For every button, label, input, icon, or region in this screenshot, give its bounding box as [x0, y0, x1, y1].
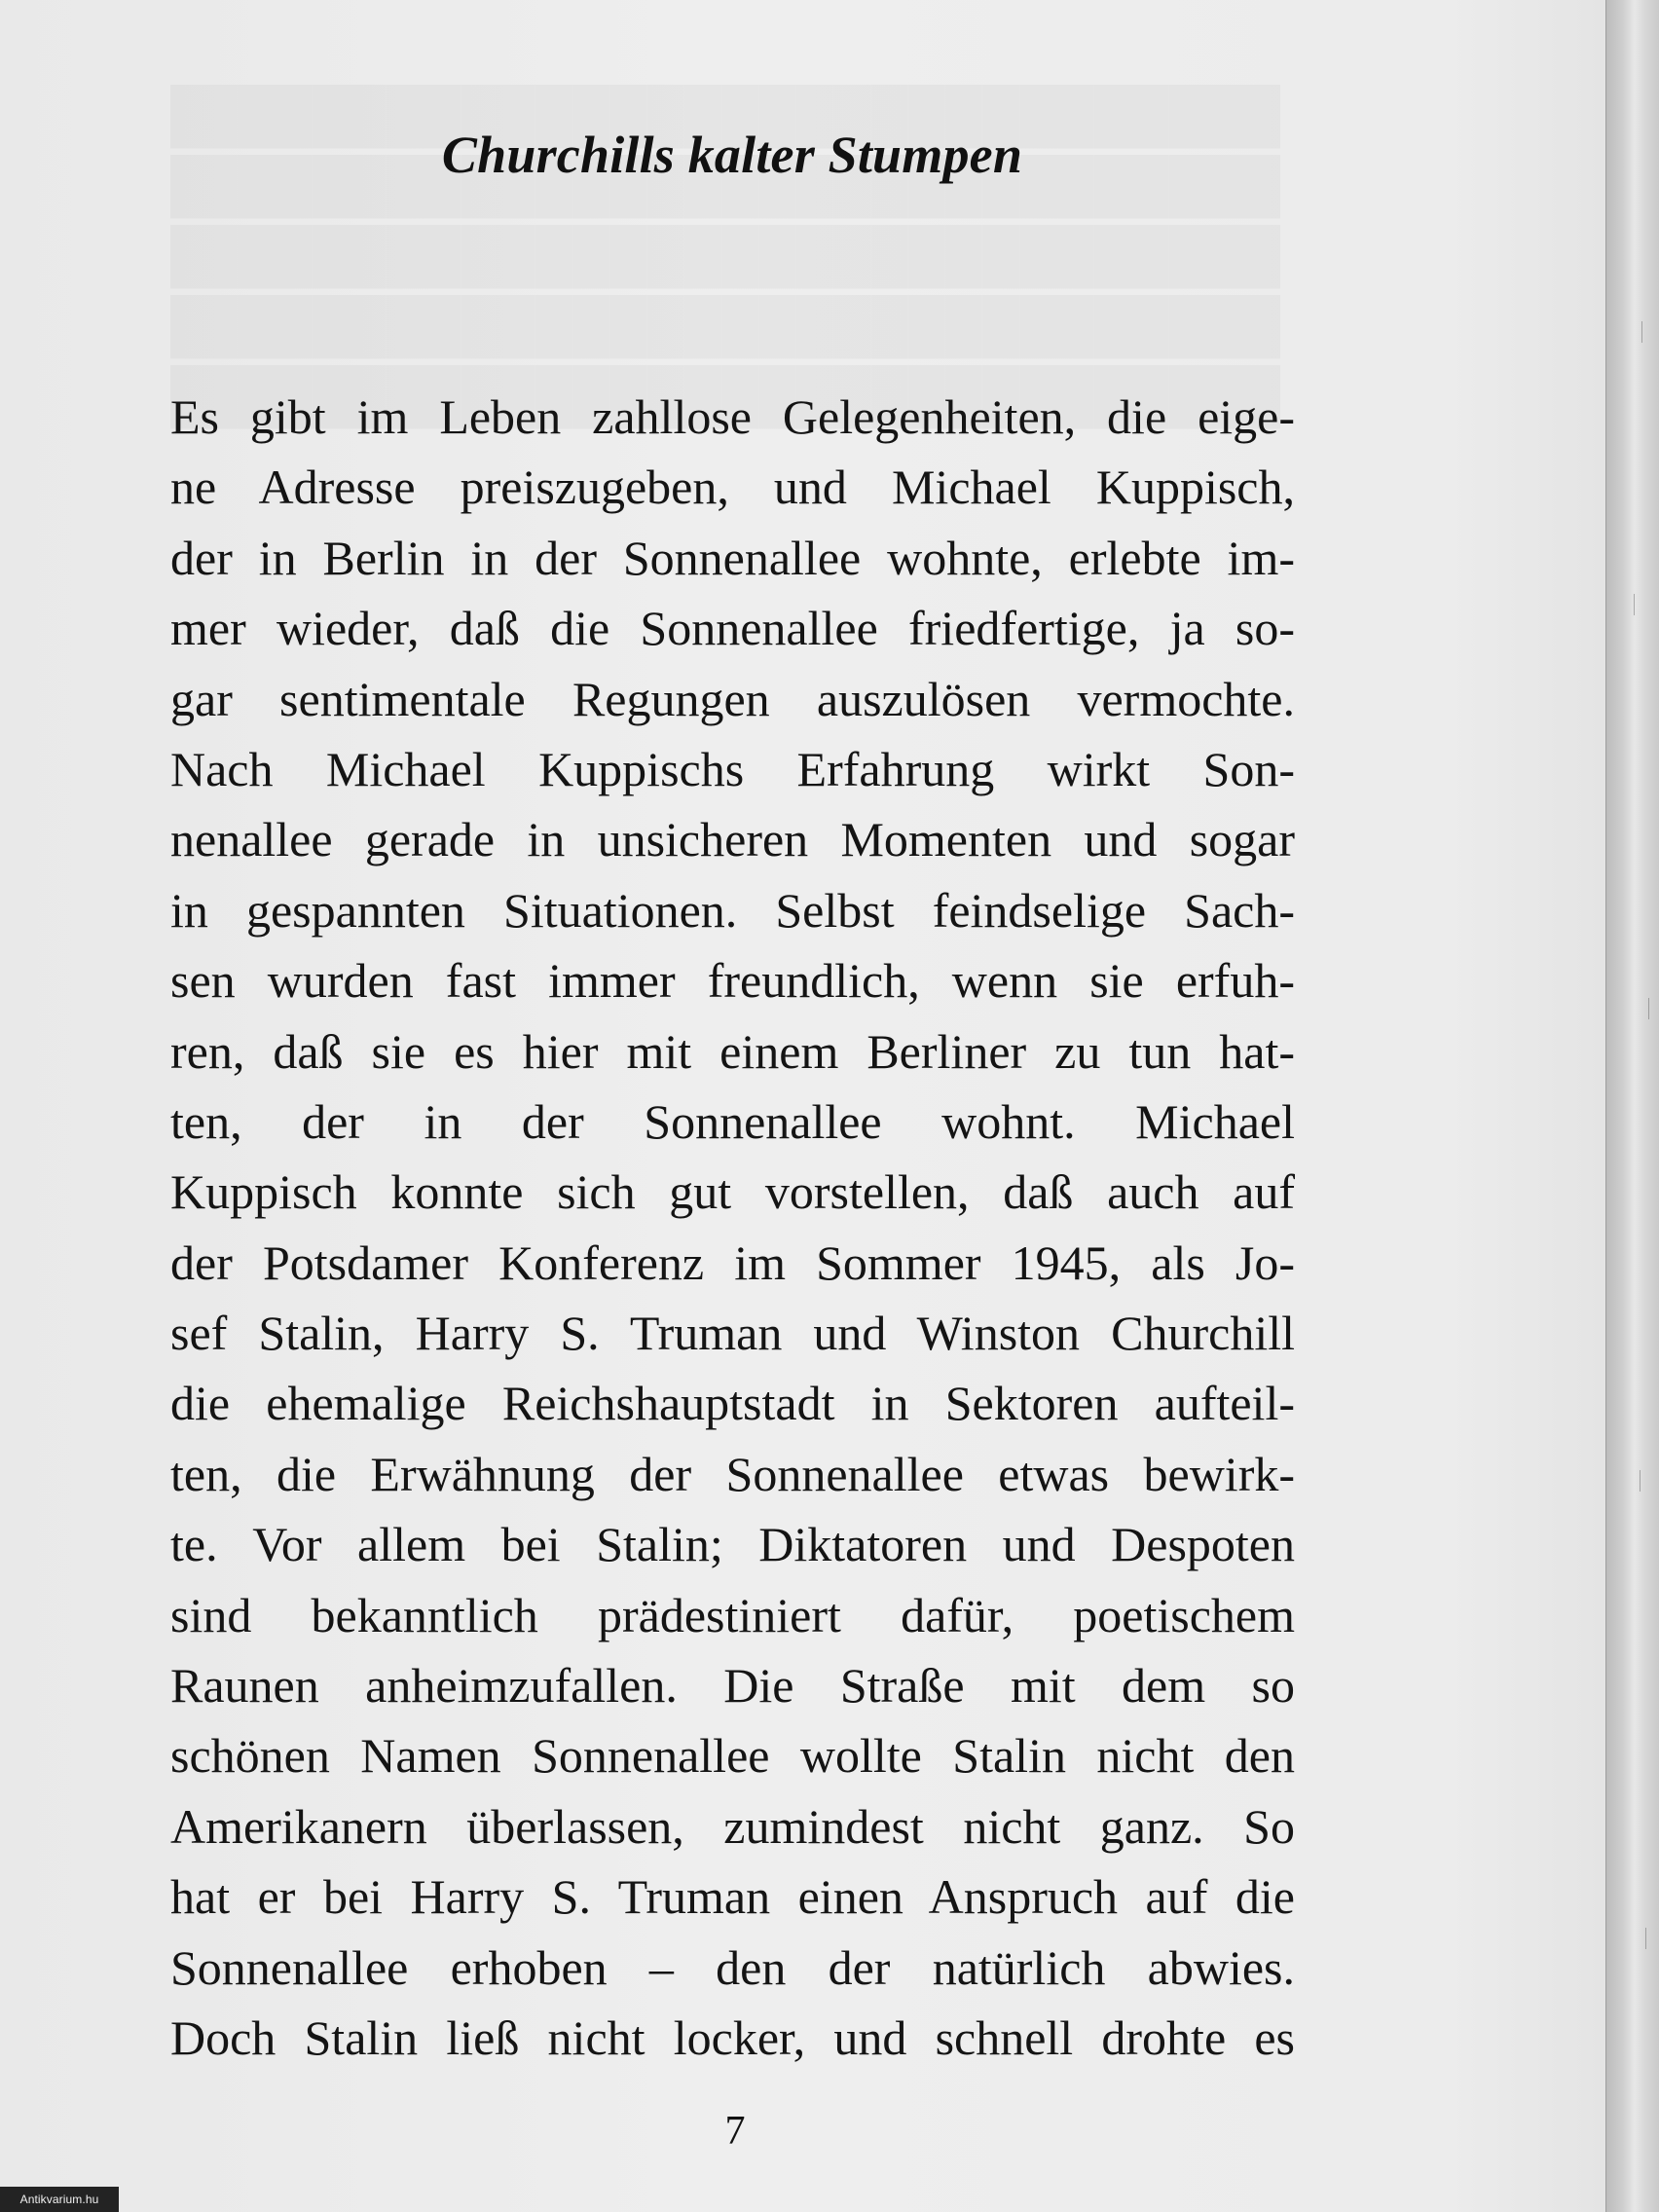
- text-line: Nach Michael Kuppischs Erfahrung wirkt Son-: [170, 741, 1295, 796]
- text-line: sen wurden fast immer freundlich, wenn sie erfuh-: [170, 953, 1295, 1009]
- text-line: Kuppisch konnte sich gut vorstellen, daß auch auf: [170, 1164, 1295, 1220]
- spine-mark: [1641, 321, 1642, 343]
- chapter-title: Churchills kalter Stumpen: [441, 126, 1023, 185]
- book-spine-edge: [1605, 0, 1659, 2212]
- spine-mark: [1640, 1470, 1641, 1492]
- text-line: nenallee gerade in unsicheren Momenten und sogar: [170, 812, 1295, 867]
- text-line: in gespannten Situationen. Selbst feindselige Sach-: [170, 882, 1295, 938]
- text-line: mer wieder, daß die Sonnenallee friedfertige, ja so-: [170, 601, 1295, 656]
- text-line: die ehemalige Reichshauptstadt in Sektoren aufteil-: [170, 1376, 1295, 1431]
- text-line: sef Stalin, Harry S. Truman und Winston Churchill: [170, 1306, 1295, 1361]
- text-line: ne Adresse preiszugeben, und Michael Kuppisch,: [170, 460, 1295, 515]
- spine-mark: [1648, 998, 1649, 1019]
- text-line: ten, der in der Sonnenallee wohnt. Michael: [170, 1093, 1295, 1149]
- text-line: Raunen anheimzufallen. Die Straße mit dem so: [170, 1658, 1295, 1714]
- page-number: 7: [724, 2109, 746, 2154]
- spine-mark: [1634, 594, 1635, 615]
- text-line: gar sentimentale Regungen auszulösen vermochte.: [170, 671, 1295, 726]
- text-line: Amerikanern überlassen, zumindest nicht ganz. So: [170, 1798, 1295, 1854]
- watermark: Antikvarium.hu: [0, 2187, 119, 2212]
- text-line: der in Berlin in der Sonnenallee wohnte, erlebte im-: [170, 530, 1295, 585]
- text-line: Doch Stalin ließ nicht locker, und schnell drohte es: [170, 2009, 1295, 2065]
- spine-mark: [1645, 1928, 1646, 1949]
- text-line: ren, daß sie es hier mit einem Berliner zu tun hat-: [170, 1023, 1295, 1079]
- text-line: te. Vor allem bei Stalin; Diktatoren und Despoten: [170, 1517, 1295, 1572]
- text-line: ten, die Erwähnung der Sonnenallee etwas bewirk-: [170, 1446, 1295, 1501]
- text-line: Sonnenallee erhoben – den der natürlich abwies.: [170, 1939, 1295, 1995]
- body-text: [170, 382, 1295, 2073]
- text-line: hat er bei Harry S. Truman einen Anspruch auf die: [170, 1869, 1295, 1925]
- text-line: schönen Namen Sonnenallee wollte Stalin nicht den: [170, 1728, 1295, 1784]
- text-line: sind bekanntlich prädestiniert dafür, poetischem: [170, 1587, 1295, 1642]
- text-line: Es gibt im Leben zahllose Gelegenheiten, die eige-: [170, 389, 1295, 444]
- text-line: der Potsdamer Konferenz im Sommer 1945, als Jo-: [170, 1235, 1295, 1290]
